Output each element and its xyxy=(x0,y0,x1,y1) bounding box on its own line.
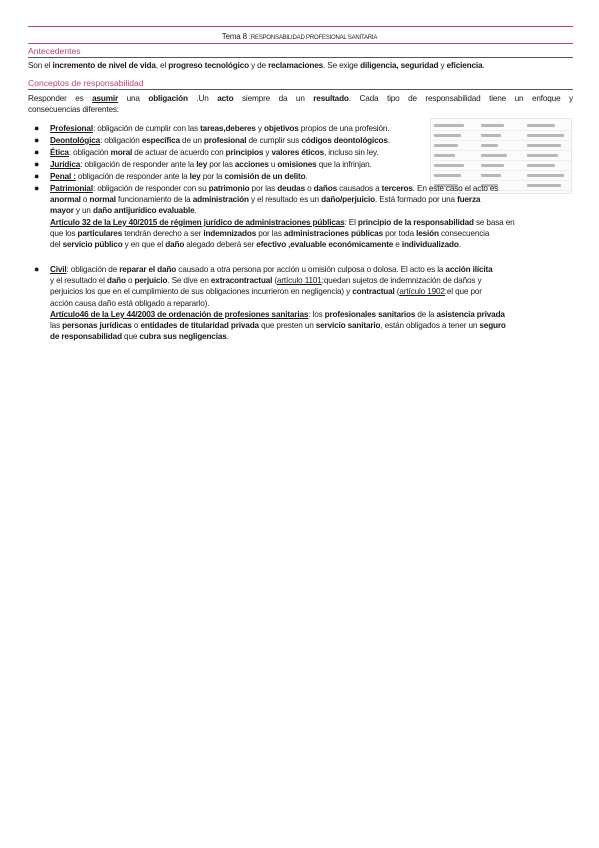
thumbnail-row-line xyxy=(431,170,571,171)
thumbnail-row-line xyxy=(431,160,571,161)
thumbnail-row-line xyxy=(431,140,571,141)
thumbnail-cell xyxy=(481,164,504,167)
thumbnail-cell xyxy=(527,134,564,137)
thumbnail-cell xyxy=(434,124,464,127)
document-page: Tema 8 :RESPONSABILIDAD PROFESIONAL SANITARIA Antecedentes Son el incremento de nivel de vida, el progreso tecnológico y de reclamaciones. Se exige diligencia, seguridad y eficiencia. Conceptos de responsabilidad Responder es asumir una obligación .Un acto siempre da un resultado. Cada tipo de responsabilidad tiene un enfoque y consecuencias diferentes: ● Profesional: obligación de cumplir con las tareas,deberes y objetivos propios de una profesión. ● Deontológica: obligación específica de un profesional de cumplir sus códigos deontológicos. ● Ética: obligación moral de actuar de acuerdo con principios y valores éticos, incluso sin ley. ● Jurídica: obligación de responder ante la ley por las acciones u omisiones que la infrinjan. ● Penal : obligación de responder ante la ley por la comisión de un delito. ● Patrimonial: obligación de responder con su patrimonio por las deudas o daños causados a terceros. En este caso el acto es anormal o normal funcionamiento de la administración y el resultado es un daño/perjuicio. Está formado por una fuerza mayor y un daño antijurídico evaluable. Artículo 32 de la Ley 40/2015 de régimen jurídico de administraciones públicas: El principio de la responsabilidad se basa en que los particulares tendrán derecho a ser indemnizados por las administraciones públicas por toda lesión consecuencia del servicio público y en que el daño alegado deberá ser efectivo ,evaluable económicamente e individualizado. ● Civil: obligación de reparar el daño causado a otra persona por acción u omisión culposa o dolosa. El acto es la acción ilícita y el resultado el daño o perjuicio. Se dive en extracontractual (artículo 1101:quedan sujetos de indemnización de daños y perjuicios los que en el cumplimiento de sus obligaciones incurrieron en negligencia) y contractual (artículo 1902:el que por acción causa daño está obligado a repararlo). Artículo46 de la Ley 44/2003 de ordenación de profesiones sanitarias: los profesionales sanitarios de la asistencia privada las personas jurídicas o entidades de titularidad privada que presten un servicio sanitario, están obligados a tener un seguro de responsabilidad que cubra sus negligencias. xyxy=(0,0,599,848)
thumbnail-cell xyxy=(481,134,501,137)
thumbnail-cell xyxy=(434,164,464,167)
thumbnail-cell xyxy=(481,154,507,157)
thumbnail-row-line xyxy=(431,130,571,131)
section-conceptos: Conceptos de responsabilidad xyxy=(28,78,573,90)
thumbnail-cell xyxy=(434,144,458,147)
thumbnail-cell xyxy=(434,174,461,177)
thumbnail-row-line xyxy=(431,180,571,181)
thumbnail-cell xyxy=(481,144,498,147)
antecedentes-paragraph: Son el incremento de nivel de vida, el progreso tecnológico y de reclamaciones. Se exige diligencia, seguridad y eficiencia. xyxy=(28,61,485,70)
thumbnail-cell xyxy=(527,124,555,127)
thumbnail-cell xyxy=(527,144,561,147)
thumbnail-cell xyxy=(481,124,504,127)
bullet-dot: ● xyxy=(34,264,40,274)
section-antecedentes: Antecedentes xyxy=(28,46,573,58)
thumbnail-cell xyxy=(434,154,455,157)
page-title xyxy=(0,32,599,41)
title-rest: RESPONSABILIDAD PROFESIONAL SANITARIA xyxy=(250,35,378,41)
thumbnail-cell xyxy=(527,164,555,167)
bullet-dot: ● xyxy=(34,183,40,193)
bullet-dot: ● xyxy=(34,171,40,181)
thumbnail-cell xyxy=(434,134,461,137)
thumbnail-cell xyxy=(527,174,564,177)
bullet-dot: ● xyxy=(34,123,40,133)
title-rule xyxy=(28,43,573,44)
bullet-dot: ● xyxy=(34,135,40,145)
intro-paragraph: Responder es asumir una obligación .Un acto siempre da un resultado. Cada tipo de responsabilidad tiene un enfoque y consecuencias diferentes: xyxy=(28,94,573,115)
top-rule xyxy=(28,26,573,27)
title-prefix: Tema 8 : xyxy=(221,32,251,41)
thumbnail-cell xyxy=(527,154,558,157)
bullet-dot: ● xyxy=(34,159,40,169)
bullet-dot: ● xyxy=(34,147,40,157)
thumbnail-row-line xyxy=(431,150,571,151)
thumbnail-cell xyxy=(481,174,501,177)
